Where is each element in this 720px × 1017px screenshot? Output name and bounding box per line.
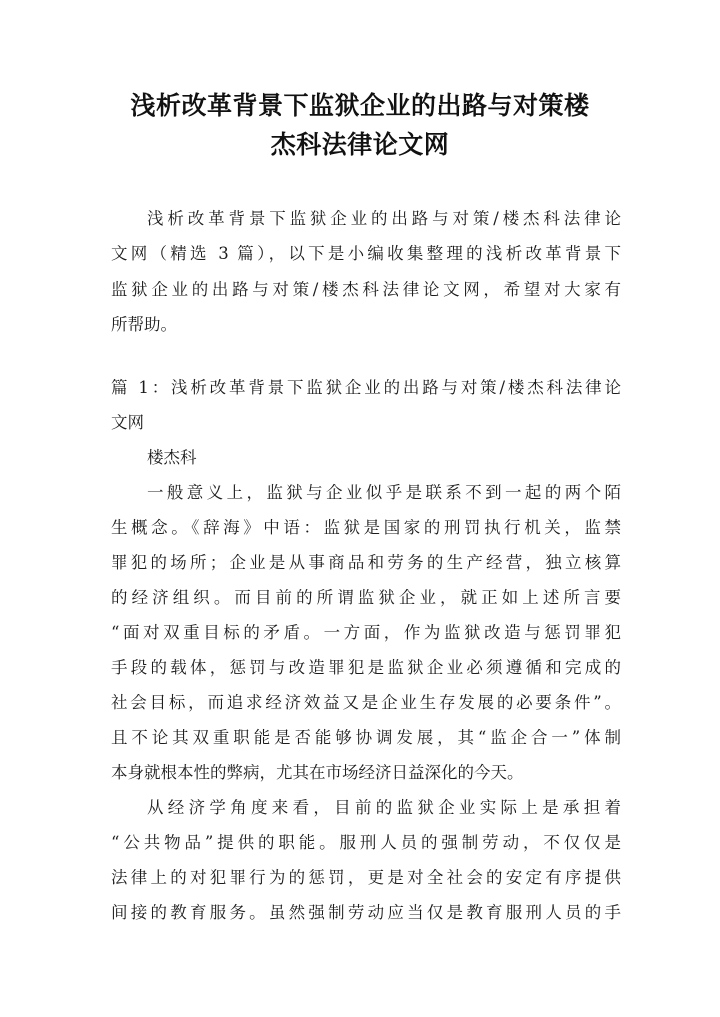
paragraph-line: 社会目标，而追求经济效益又是企业生存发展的必要条件”。 xyxy=(111,693,621,712)
paragraph-line: 本身就根本性的弊病，尤其在市场经济日益深化的今天。 xyxy=(111,763,524,782)
paragraph-line: 法律上的对犯罪行为的惩罚，更是对全社会的安定有序提供 xyxy=(111,868,621,887)
intro-line: 所帮助。 xyxy=(111,315,177,334)
chapter-heading-line: 文网 xyxy=(111,413,144,432)
document-title-line-1: 浅析改革背景下监狱企业的出路与对策楼 xyxy=(130,91,590,120)
paragraph-line: “公共物品”提供的职能。服刑人员的强制劳动，不仅仅是 xyxy=(111,833,621,852)
author-name: 楼杰科 xyxy=(147,448,197,467)
intro-line: 浅析改革背景下监狱企业的出路与对策/楼杰科法律论 xyxy=(147,209,621,228)
chapter-heading-line: 篇 1：浅析改革背景下监狱企业的出路与对策/楼杰科法律论 xyxy=(111,378,621,397)
intro-line: 监狱企业的出路与对策/楼杰科法律论文网，希望对大家有 xyxy=(111,280,621,299)
paragraph-line: 的经济组织。而目前的所谓监狱企业，就正如上述所言要 xyxy=(111,588,621,607)
paragraph-line: 手段的载体，惩罚与改造罪犯是监狱企业必须遵循和完成的 xyxy=(111,658,621,677)
paragraph-line: 罪犯的场所；企业是从事商品和劳务的生产经营，独立核算 xyxy=(111,553,621,572)
paragraph-line: 生概念。《辞海》中语：监狱是国家的刑罚执行机关，监禁 xyxy=(111,518,621,537)
document-title-line-2: 杰科法律论文网 xyxy=(270,130,450,159)
paragraph-line: 且不论其双重职能是否能够协调发展，其“监企合一”体制 xyxy=(111,728,621,747)
paragraph-line: 一般意义上，监狱与企业似乎是联系不到一起的两个陌 xyxy=(147,483,621,502)
paragraph-line: “面对双重目标的矛盾。一方面，作为监狱改造与惩罚罪犯 xyxy=(111,623,621,642)
paragraph-line: 间接的教育服务。虽然强制劳动应当仅是教育服刑人员的手 xyxy=(111,903,621,922)
paragraph-line: 从经济学角度来看，目前的监狱企业实际上是承担着 xyxy=(147,798,621,817)
intro-line: 文网（精选 3 篇），以下是小编收集整理的浅析改革背景下 xyxy=(111,244,621,263)
